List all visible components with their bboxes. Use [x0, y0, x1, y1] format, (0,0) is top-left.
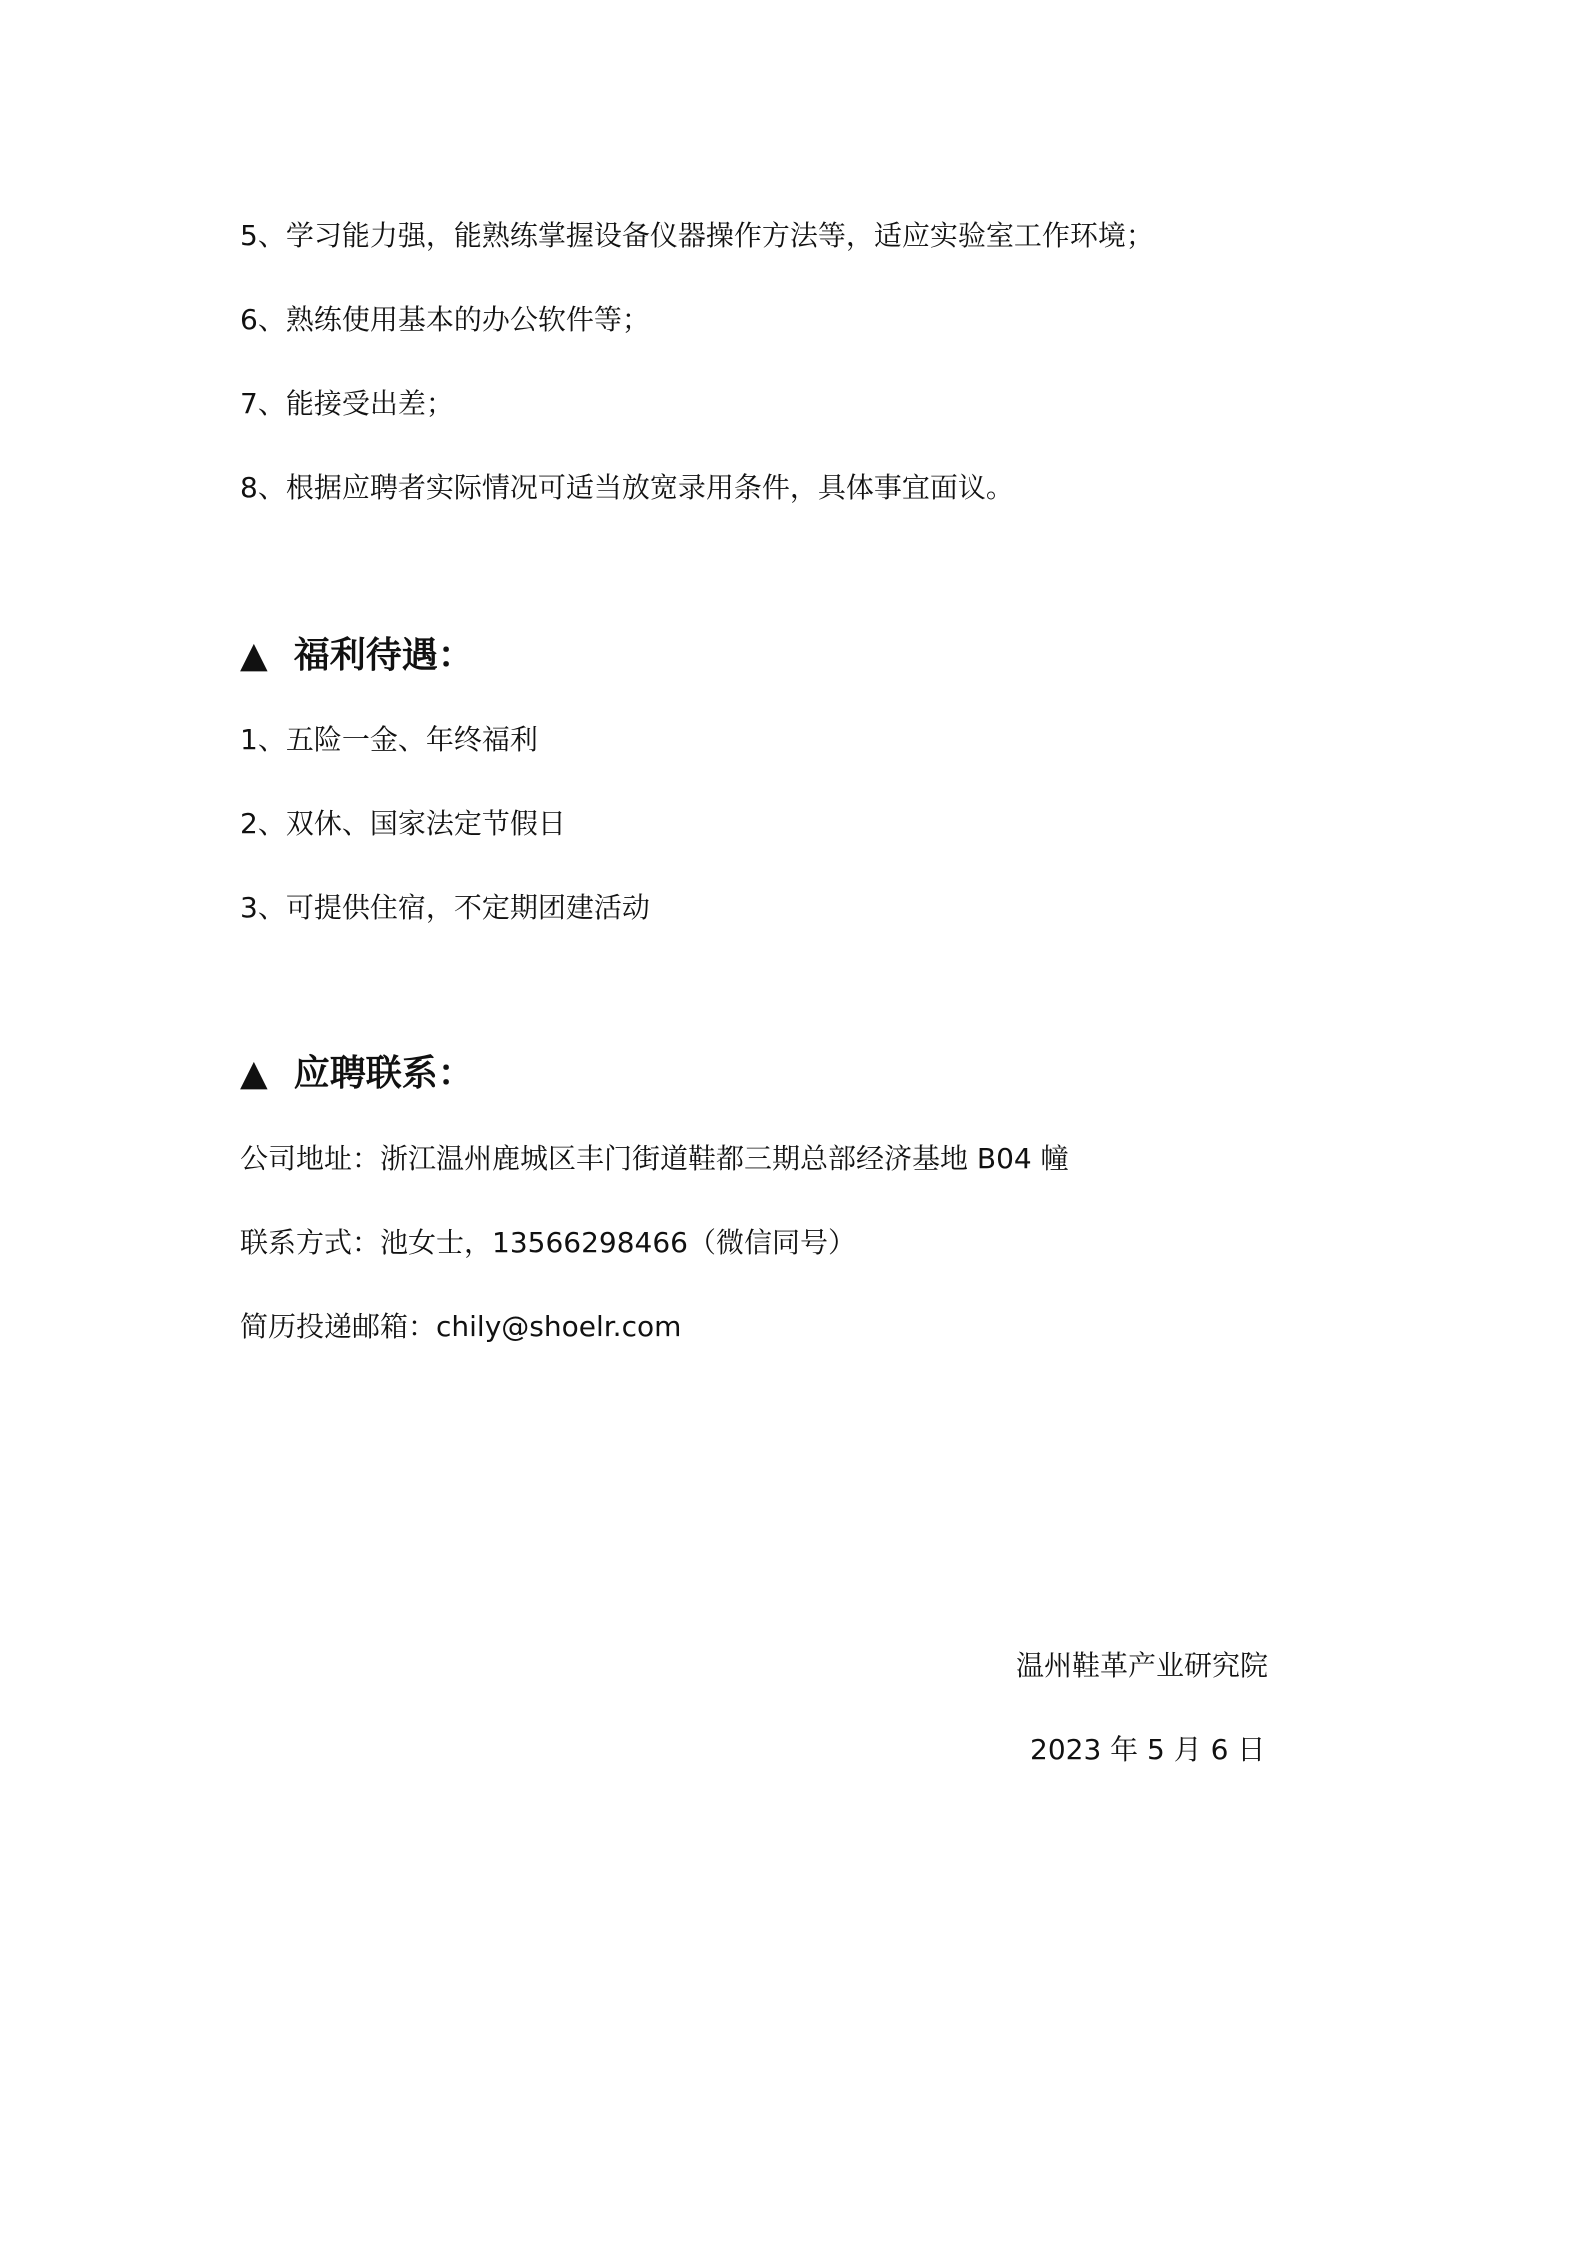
- benefit-item-1: 1、五险一金、年终福利: [240, 723, 538, 756]
- contact-heading: [240, 1050, 474, 1098]
- requirement-item-6: 6、熟练使用基本的办公软件等；: [240, 303, 650, 336]
- signature-organization: 温州鞋革产业研究院: [1016, 1649, 1269, 1682]
- benefits-heading: [240, 632, 474, 680]
- contact-phone: 联系方式：池女士，13566298466（微信同号）: [240, 1226, 856, 1259]
- triangle-marker-icon: ▲: [240, 635, 268, 676]
- triangle-marker-icon: ▲: [240, 1053, 268, 1094]
- requirement-item-5: 5、学习能力强，能熟练掌握设备仪器操作方法等，适应实验室工作环境；: [240, 219, 1154, 252]
- requirement-item-8: 8、根据应聘者实际情况可适当放宽录用条件，具体事宜面议。: [240, 471, 1014, 504]
- benefit-item-3: 3、可提供住宿，不定期团建活动: [240, 891, 650, 924]
- contact-address: 公司地址：浙江温州鹿城区丰门街道鞋都三期总部经济基地 B04 幢: [240, 1142, 1069, 1175]
- signature-date: 2023 年 5 月 6 日: [1030, 1733, 1266, 1766]
- requirement-item-7: 7、能接受出差；: [240, 387, 454, 420]
- contact-email: 简历投递邮箱：chily@shoelr.com: [240, 1310, 682, 1343]
- benefits-title: 福利待遇：: [293, 635, 474, 676]
- contact-title: 应聘联系：: [293, 1053, 474, 1094]
- benefit-item-2: 2、双休、国家法定节假日: [240, 807, 566, 840]
